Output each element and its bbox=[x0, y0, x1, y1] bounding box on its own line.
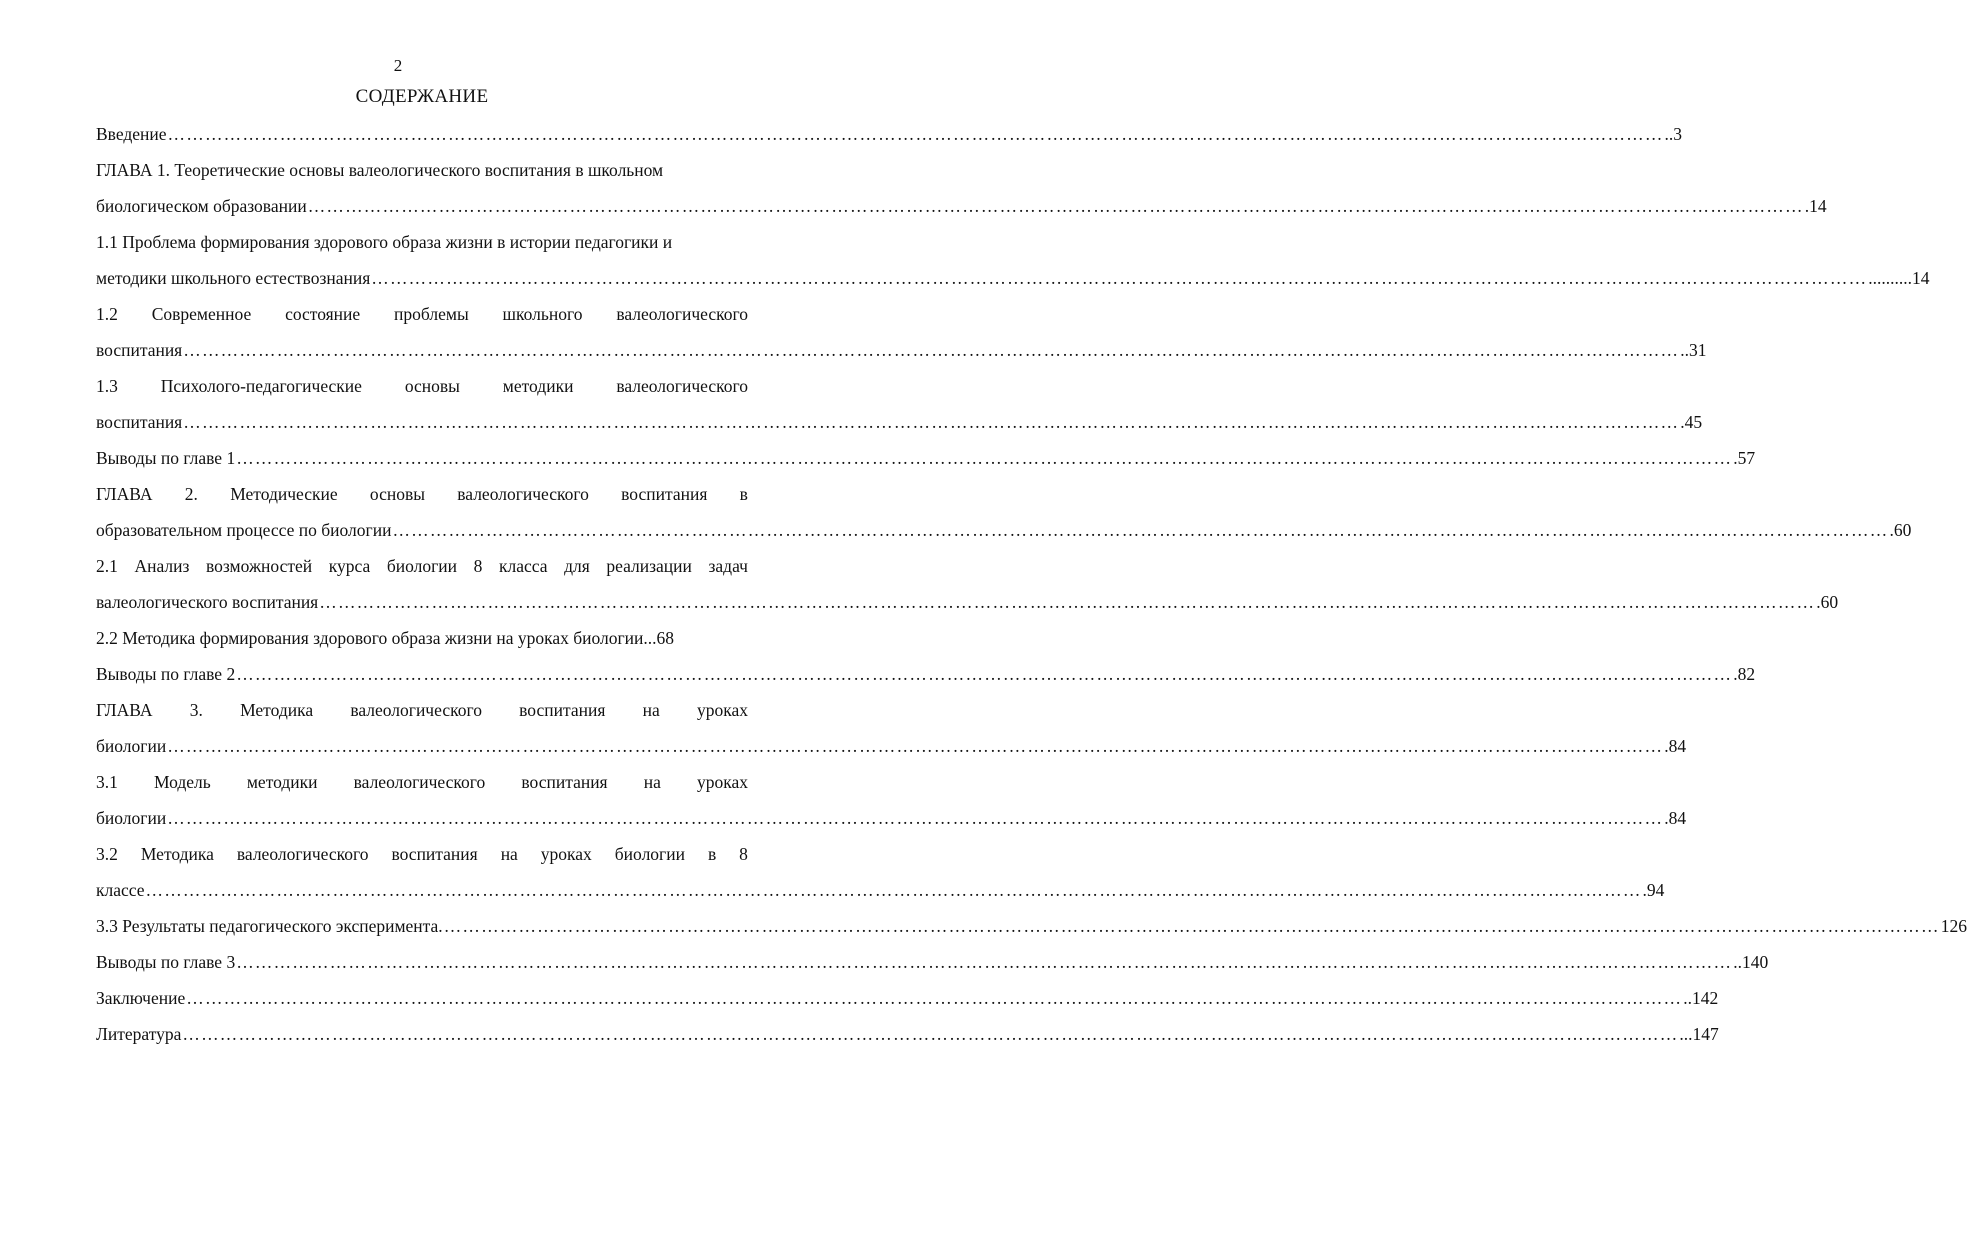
toc-leader-dots: …………………………………………………………………………………………………………………………………………………………………………………………………………………… bbox=[167, 736, 1664, 756]
toc-entry-word: на bbox=[642, 700, 660, 720]
toc-entry-1-1 bbox=[96, 260, 1930, 296]
toc-entry-title-cont: методики школьного естествознания bbox=[96, 268, 371, 288]
toc-entry-word: уроках bbox=[696, 700, 748, 720]
table-of-contents bbox=[96, 116, 1967, 1052]
toc-leader-dots: …………………………………………………………………………………………………………………………………………………………………………………………………………………… bbox=[307, 196, 1804, 216]
toc-leader-dots: …………………………………………………………………………………………………………………………………………………………………………………………………………………… bbox=[236, 664, 1733, 684]
toc-entry-word: курса bbox=[328, 556, 371, 576]
toc-entry-conclusions-2 bbox=[96, 656, 1756, 692]
toc-entry-word: Современное bbox=[151, 304, 252, 324]
toc-leader-dots: …………………………………………………………………………………………………………………………………………………………………………………………………………………… bbox=[167, 808, 1664, 828]
toc-leader-dots: …………………………………………………………………………………………………………………………………………………………………………………………………………………… bbox=[183, 412, 1680, 432]
toc-entry-chapter-3-line1 bbox=[96, 692, 748, 728]
toc-entry-title: ГЛАВА 1. Теоретические основы валеологического воспитания в школьном bbox=[96, 160, 664, 180]
toc-entry-title-cont: биологическом образовании bbox=[96, 196, 307, 216]
toc-entry-title: Введение bbox=[96, 124, 167, 144]
toc-entry-title-cont: биологии bbox=[96, 808, 167, 828]
toc-entry-word: уроках bbox=[696, 772, 748, 792]
toc-entry-page: .84 bbox=[1664, 736, 1687, 756]
toc-leader-dots: …………………………………………………………………………………………………………………………………………………………………………………………………………………… bbox=[167, 124, 1664, 144]
toc-entry-word: Методические bbox=[230, 484, 338, 504]
toc-entry-title: 3.3 Результаты педагогического эксперимента. bbox=[96, 916, 443, 936]
toc-entry-chapter-1-line1 bbox=[96, 152, 748, 188]
toc-entry-word: биологии bbox=[614, 844, 685, 864]
toc-entry-word: уроках bbox=[540, 844, 592, 864]
toc-entry-page: ..142 bbox=[1683, 988, 1719, 1008]
toc-entry-word: методики bbox=[246, 772, 318, 792]
toc-entry-1-3 bbox=[96, 404, 1703, 440]
toc-entry-chapter-1 bbox=[96, 188, 1827, 224]
toc-entry-word: валеологического bbox=[616, 304, 748, 324]
toc-entry-word: состояние bbox=[285, 304, 361, 324]
toc-entry-word: возможностей bbox=[206, 556, 313, 576]
toc-entry-word: валеологического bbox=[353, 772, 486, 792]
toc-entry-word: ГЛАВА bbox=[96, 484, 153, 504]
toc-entry-2-1-line1 bbox=[96, 548, 748, 584]
toc-entry-page: .84 bbox=[1664, 808, 1687, 828]
toc-entry-chapter-2 bbox=[96, 512, 1912, 548]
toc-entry-page: 126 bbox=[1940, 916, 1967, 936]
toc-leader-dots: …………………………………………………………………………………………………………………………………………………………………………………………………………………… bbox=[443, 916, 1940, 936]
toc-entry-word: на bbox=[500, 844, 518, 864]
toc-leader-dots: …………………………………………………………………………………………………………………………………………………………………………………………………………………… bbox=[186, 988, 1683, 1008]
toc-entry-page: .60 bbox=[1816, 592, 1839, 612]
toc-entry-page: ..140 bbox=[1733, 952, 1769, 972]
toc-entry-title-cont: валеологического воспитания bbox=[96, 592, 319, 612]
toc-entry-title: Заключение bbox=[96, 988, 186, 1008]
toc-entry-chapter-2-line1 bbox=[96, 476, 748, 512]
toc-entry-word: методики bbox=[502, 376, 574, 396]
toc-leader-dots: …………………………………………………………………………………………………………………………………………………………………………………………………………………… bbox=[371, 268, 1868, 288]
toc-entry-1-1-line1 bbox=[96, 224, 748, 260]
toc-entry-word: 1.3 bbox=[96, 376, 118, 396]
toc-entry-conclusions-3 bbox=[96, 944, 1769, 980]
toc-entry-word: Модель bbox=[153, 772, 211, 792]
page-title: СОДЕРЖАНИЕ bbox=[355, 86, 489, 107]
toc-entry-word: в bbox=[707, 844, 717, 864]
toc-entry-1-2 bbox=[96, 332, 1707, 368]
toc-entry-page: .94 bbox=[1642, 880, 1665, 900]
toc-entry-title: Литература bbox=[96, 1024, 182, 1044]
toc-entry-3-3 bbox=[96, 908, 1967, 944]
page-number: 2 bbox=[393, 56, 403, 75]
toc-entry-word: Методика bbox=[140, 844, 214, 864]
toc-entry-word: для bbox=[564, 556, 590, 576]
toc-entry-word: 8 bbox=[739, 844, 748, 864]
toc-entry-word: на bbox=[643, 772, 661, 792]
toc-entry-word: Анализ bbox=[134, 556, 190, 576]
toc-entry-title: Выводы по главе 1 bbox=[96, 448, 236, 468]
toc-entry-word: 3.1 bbox=[96, 772, 118, 792]
toc-leader-dots: …………………………………………………………………………………………………………………………………………………………………………………………………………………… bbox=[183, 340, 1680, 360]
toc-entry-page: .82 bbox=[1733, 664, 1756, 684]
toc-entry-word: в bbox=[739, 484, 748, 504]
toc-entry-conclusions-1 bbox=[96, 440, 1756, 476]
toc-entry-3-2 bbox=[96, 872, 1665, 908]
toc-entry-word: воспитания bbox=[391, 844, 478, 864]
toc-entry-final-conclusion bbox=[96, 980, 1719, 1016]
toc-entry-title-cont: классе bbox=[96, 880, 145, 900]
toc-entry-word: 8 bbox=[473, 556, 483, 576]
toc-entry-page: .45 bbox=[1680, 412, 1703, 432]
toc-entry-introduction bbox=[96, 116, 1683, 152]
toc-entry-word: 2. bbox=[184, 484, 198, 504]
toc-entry-title: Выводы по главе 2 bbox=[96, 664, 236, 684]
toc-entry-2-2 bbox=[96, 620, 748, 656]
toc-entry-word: основы bbox=[404, 376, 460, 396]
toc-entry-page: ...147 bbox=[1679, 1024, 1719, 1044]
toc-entry-word: воспитания bbox=[519, 700, 606, 720]
toc-entry-1-2-line1 bbox=[96, 296, 748, 332]
toc-entry-word: Психолого-педагогические bbox=[160, 376, 362, 396]
toc-entry-title-cont: воспитания bbox=[96, 340, 183, 360]
toc-entry-word: воспитания bbox=[621, 484, 708, 504]
toc-entry-word: задач bbox=[708, 556, 748, 576]
toc-leader-dots: …………………………………………………………………………………………………………………………………………………………………………………………………………………… bbox=[145, 880, 1642, 900]
toc-entry-1-3-line1 bbox=[96, 368, 748, 404]
toc-entry-2-1 bbox=[96, 584, 1839, 620]
toc-entry-page: .14 bbox=[1804, 196, 1827, 216]
toc-entry-word: класса bbox=[498, 556, 548, 576]
toc-entry-title-cont: биологии bbox=[96, 736, 167, 756]
toc-entry-3-2-line1 bbox=[96, 836, 748, 872]
toc-entry-literature bbox=[96, 1016, 1719, 1052]
toc-leader-dots: …………………………………………………………………………………………………………………………………………………………………………………………………………………… bbox=[392, 520, 1889, 540]
toc-leader-dots: …………………………………………………………………………………………………………………………………………………………………………………………………………………… bbox=[319, 592, 1816, 612]
toc-entry-word: валеологического bbox=[236, 844, 369, 864]
toc-entry-word: валеологического bbox=[457, 484, 589, 504]
toc-entry-word: ГЛАВА bbox=[96, 700, 153, 720]
toc-entry-page: ..3 bbox=[1664, 124, 1683, 144]
toc-entry-title: 2.2 Методика формирования здорового образа жизни на уроках биологии...68 bbox=[96, 628, 675, 648]
toc-leader-dots: …………………………………………………………………………………………………………………………………………………………………………………………………………………… bbox=[236, 952, 1733, 972]
toc-entry-title-cont: воспитания bbox=[96, 412, 183, 432]
toc-entry-3-1-line1 bbox=[96, 764, 748, 800]
toc-entry-word: реализации bbox=[606, 556, 692, 576]
toc-entry-word: основы bbox=[369, 484, 425, 504]
toc-entry-page: ..........14 bbox=[1868, 268, 1930, 288]
toc-entry-word: 1.2 bbox=[96, 304, 118, 324]
toc-entry-word: биологии bbox=[386, 556, 458, 576]
toc-leader-dots: …………………………………………………………………………………………………………………………………………………………………………………………………………………… bbox=[182, 1024, 1679, 1044]
toc-entry-page: .60 bbox=[1889, 520, 1912, 540]
toc-entry-page: .57 bbox=[1733, 448, 1756, 468]
toc-entry-word: валеологического bbox=[350, 700, 482, 720]
toc-entry-word: воспитания bbox=[521, 772, 608, 792]
toc-entry-word: валеологического bbox=[616, 376, 748, 396]
toc-entry-title: 1.1 Проблема формирования здорового образа жизни в истории педагогики и bbox=[96, 232, 673, 252]
toc-entry-title-cont: образовательном процессе по биологии bbox=[96, 520, 392, 540]
toc-entry-word: 2.1 bbox=[96, 556, 118, 576]
toc-entry-chapter-3 bbox=[96, 728, 1687, 764]
toc-entry-word: Методика bbox=[240, 700, 314, 720]
toc-entry-3-1 bbox=[96, 800, 1687, 836]
toc-entry-word: проблемы bbox=[394, 304, 469, 324]
toc-entry-word: школьного bbox=[502, 304, 583, 324]
toc-leader-dots: …………………………………………………………………………………………………………………………………………………………………………………………………………………… bbox=[236, 448, 1733, 468]
toc-entry-title: Выводы по главе 3 bbox=[96, 952, 236, 972]
toc-entry-word: 3. bbox=[189, 700, 203, 720]
toc-entry-page: ..31 bbox=[1680, 340, 1707, 360]
toc-entry-word: 3.2 bbox=[96, 844, 118, 864]
